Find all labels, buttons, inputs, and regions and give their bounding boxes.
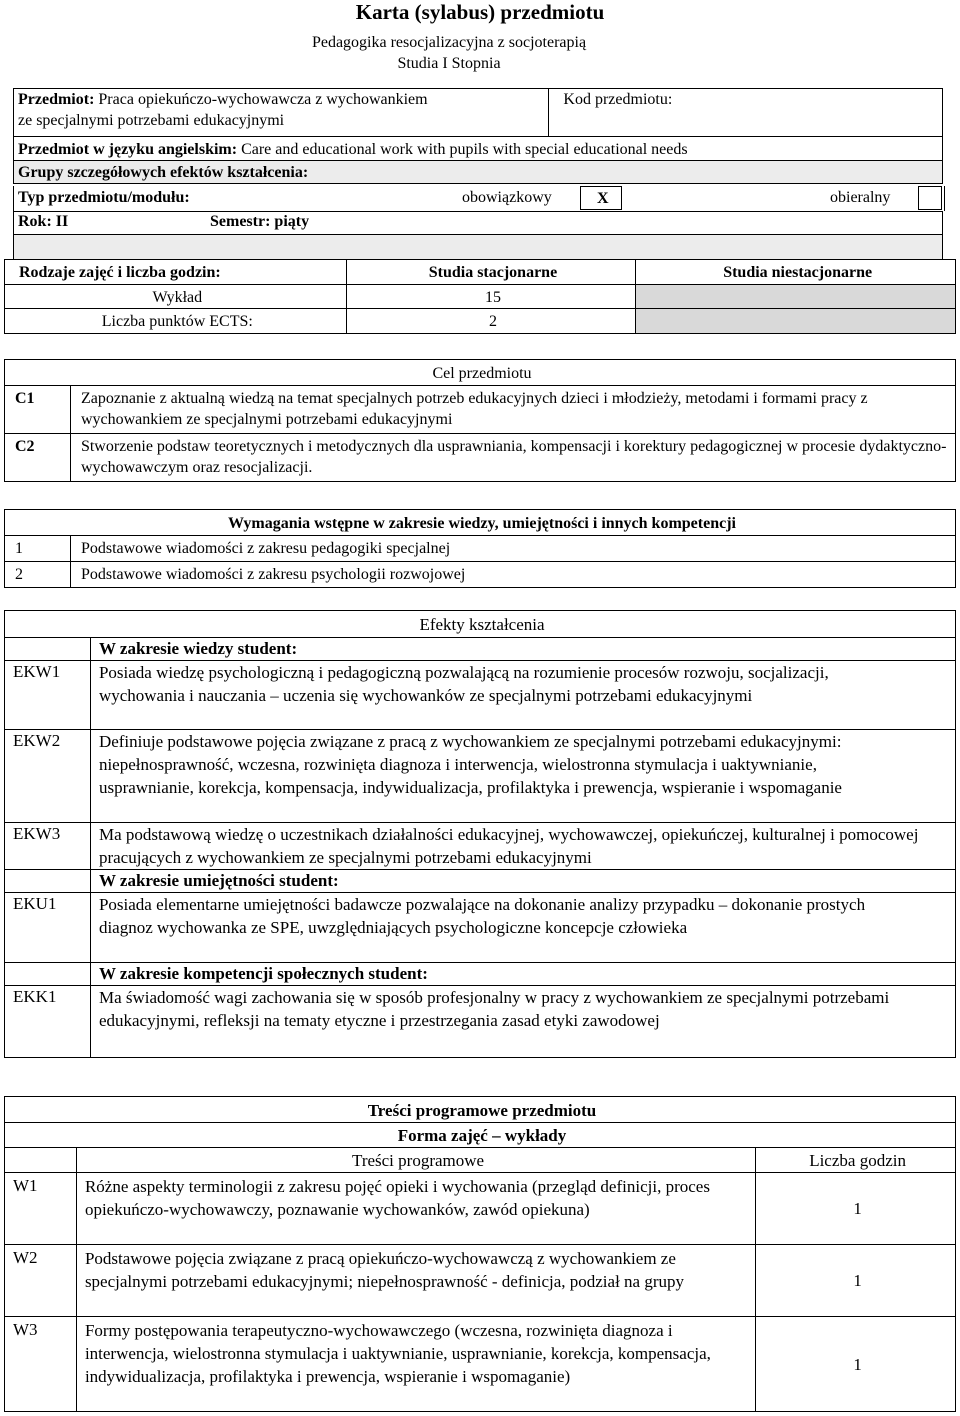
outcome-text: Posiada wiedzę psychologiczną i pedagogiczną pozwalającą na rozumienie procesów rozwoju, socjalizacji, wychowania i nauczania – uczenia się wychowanków ze specjalnymi potrzebami edukacyjnymi <box>90 661 955 730</box>
lecture-part-time <box>636 285 956 309</box>
groups-label: Grupy szczegółowych efektów kształcenia: <box>14 161 943 184</box>
subject-cell <box>14 89 549 137</box>
subject-value-1: Praca opiekuńczo-wychowawcza z wychowankiem <box>98 91 428 108</box>
code-label: Kod przedmiotu: <box>563 91 673 108</box>
content-hours: 1 <box>756 1317 956 1412</box>
content-code: W1 <box>5 1173 77 1245</box>
subject-info-table <box>13 88 943 184</box>
separator-bar <box>13 235 943 260</box>
outcome-text: Ma podstawową wiedzę o uczestnikach działalności edukacyjnej, wychowawczej, opiekuńczej, kulturalnej i pomocowej pracujących z wychowankiem ze specjalnymi potrzebami edukacyjnymi <box>90 823 955 870</box>
outcome-code: EKU1 <box>5 893 91 963</box>
outcome-code-empty <box>5 638 91 661</box>
outcome-code: EKW2 <box>5 730 91 823</box>
outcomes-table <box>4 610 956 1058</box>
subject-value-2: ze specjalnymi potrzebami edukacyjnymi <box>18 112 285 129</box>
requirement-text: Podstawowe wiadomości z zakresu psychologii rozwojowej <box>70 562 955 588</box>
optional-mark <box>918 186 942 210</box>
content-code: W3 <box>5 1317 77 1412</box>
optional-option: obieralny <box>830 189 891 206</box>
goals-title: Cel przedmiotu <box>5 360 956 386</box>
outcome-code: EKW3 <box>5 823 91 870</box>
content-hours: 1 <box>756 1245 956 1317</box>
type-label: Typ przedmiotu/modułu: <box>18 189 190 206</box>
goals-table <box>4 359 956 482</box>
content-hours: 1 <box>756 1173 956 1245</box>
hours-table <box>4 259 956 334</box>
requirement-number: 1 <box>5 536 71 562</box>
lecture-label: Wykład <box>5 285 347 309</box>
outcome-text: Ma świadomość wagi zachowania się w sposób profesjonalny w pracy z wychowankiem ze specjalnymi potrzebami edukacyjnymi, refleksji na tematy etyczne i przestrzegania zasad etyki zawodowej <box>90 986 955 1058</box>
form-title: Forma zajęć – wykłady <box>5 1123 956 1148</box>
goal-code: C2 <box>5 434 71 482</box>
outcome-text: Posiada elementarne umiejętności badawcze pozwalające na dokonanie analizy przypadku – dokonanie prostych diagnoz wychowanka ze SPE, uwzględniających psychologiczne koncepcje człowieka <box>90 893 955 963</box>
mandatory-mark <box>580 186 622 210</box>
lecture-hours: 15 <box>346 285 636 309</box>
subject-label: Przedmiot: <box>18 91 95 108</box>
code-cell <box>549 89 943 137</box>
content-code: W2 <box>5 1245 77 1317</box>
requirement-number: 2 <box>5 562 71 588</box>
hours-types-header: Rodzaje zajęć i liczba godzin: <box>5 260 347 285</box>
goal-text: Zapoznanie z aktualną wiedzą na temat specjalnych potrzeb edukacyjnych dzieci i młodzieży, metodami i formami pracy z wychowankiem ze specjalnymi potrzebami edukacyjnymi <box>70 386 955 434</box>
contents-title: Treści programowe przedmiotu <box>5 1097 956 1123</box>
part-time-header: Studia niestacjonarne <box>636 260 956 285</box>
content-text: Różne aspekty terminologii z zakresu pojęć opieki i wychowania (przegląd definicji, proces opiekuńczo-wychowawczy, poznawanie wychowanków, zawód opiekuna) <box>76 1173 755 1245</box>
outcome-code-empty <box>5 870 91 893</box>
contents-table <box>4 1096 956 1412</box>
mark-value: X <box>597 190 609 207</box>
ects-part-time <box>636 309 956 334</box>
page-title: Karta (sylabus) przedmiotu <box>355 0 605 24</box>
content-column-header: Treści programowe <box>76 1148 755 1173</box>
english-label: Przedmiot w języku angielskim: <box>18 141 238 158</box>
skills-header: W zakresie umiejętności student: <box>90 870 955 893</box>
requirement-text: Podstawowe wiadomości z zakresu pedagogiki specjalnej <box>70 536 955 562</box>
goal-text: Stworzenie podstaw teoretycznych i metodycznych dla usprawniania, kompensacji i korektury pedagogicznej w procesie dydaktyczno-wychowawczym oraz resocjalizacji. <box>70 434 955 482</box>
outcome-code: EKW1 <box>5 661 91 730</box>
requirements-title: Wymagania wstępne w zakresie wiedzy, umiejętności i innych kompetencji <box>5 510 956 536</box>
outcome-text: Definiuje podstawowe pojęcia związane z pracą z wychowankiem ze specjalnymi potrzebami edukacyjnymi: niepełnosprawność, wczesna, rozwinięta diagnoza i interwencja, wielostronna stymulacja i uaktywnianie, usprawnianie, korekcja, kompensacja, indywidualizacja, profilaktyka i prewencja, wspieranie i wspomaganie <box>90 730 955 823</box>
full-time-header: Studia stacjonarne <box>346 260 636 285</box>
outcome-code: EKK1 <box>5 986 91 1058</box>
goal-code: C1 <box>5 386 71 434</box>
mandatory-option: obowiązkowy <box>462 189 552 206</box>
year-row <box>13 211 943 235</box>
year-label: Rok: II <box>18 213 69 230</box>
knowledge-header: W zakresie wiedzy student: <box>90 638 955 661</box>
content-text: Formy postępowania terapeutyczno-wychowawczego (wczesna, rozwinięta diagnoza i interwencja, wielostronna stymulacja i uaktywnianie, usprawnianie, korekcja, kompensacja, indywidualizacja, profilaktyka i prewencja, wspieranie i wspomaganie) <box>76 1317 755 1412</box>
outcome-code-empty <box>5 963 91 986</box>
content-text: Podstawowe pojęcia związane z pracą opiekuńczo-wychowawczą z wychowankiem ze specjalnymi potrzebami edukacyjnymi; niepełnosprawność - definicja, podział na grupy <box>76 1245 755 1317</box>
english-value: Care and educational work with pupils with special educational needs <box>241 141 688 158</box>
english-cell <box>14 137 943 161</box>
requirements-table <box>4 509 956 588</box>
ects-label: Liczba punktów ECTS: <box>5 309 347 334</box>
outcomes-title: Efekty kształcenia <box>5 611 956 638</box>
content-code-empty <box>5 1148 77 1173</box>
program-name: Pedagogika resocjalizacyjna z socjoterapią <box>311 34 587 51</box>
hours-column-header: Liczba godzin <box>756 1148 956 1173</box>
study-level: Studia I Stopnia <box>397 55 501 72</box>
ects-value: 2 <box>346 309 636 334</box>
social-header: W zakresie kompetencji społecznych student: <box>90 963 955 986</box>
semester-label: Semestr: piąty <box>210 213 310 230</box>
